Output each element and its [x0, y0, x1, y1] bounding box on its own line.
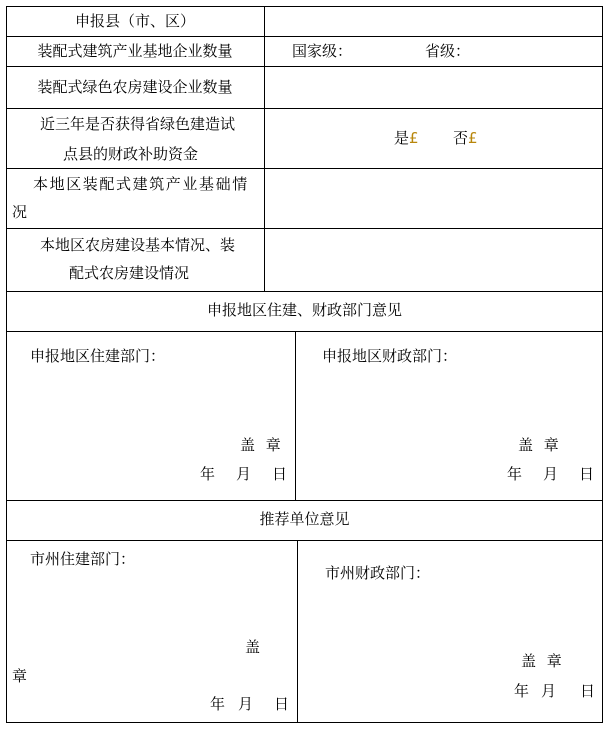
- city-housing-day: 日: [274, 695, 290, 713]
- county-field[interactable]: [268, 9, 598, 33]
- yes-checkbox-icon[interactable]: £: [409, 129, 419, 147]
- city-housing-seal-2: 章: [12, 667, 28, 685]
- applicant-finance-year: 年: [507, 465, 523, 483]
- city-finance-month: 月: [541, 682, 557, 700]
- applicant-housing-month: 月: [236, 465, 252, 483]
- border-left: [6, 6, 7, 723]
- border-bottom: [6, 722, 603, 723]
- subsidy-label-line2: 点县的财政补助资金: [63, 145, 199, 163]
- provincial-level-label: 省级：: [425, 42, 471, 60]
- applicant-opinion-title: 申报地区住建、财政部门意见: [206, 301, 402, 319]
- applicant-housing-year: 年: [200, 465, 216, 483]
- subsidy-label-line1: 近三年是否获得省绿色建造试: [40, 115, 236, 133]
- applicant-finance-seal: 盖 章: [518, 436, 559, 454]
- border-top: [6, 6, 603, 7]
- row-divider: [6, 168, 603, 169]
- row-divider: [6, 331, 603, 332]
- column-divider: [295, 331, 296, 500]
- recommender-opinion-title: 推荐单位意见: [259, 510, 350, 528]
- industry-basis-label-line1: 本地区装配式建筑产业基础情: [33, 175, 249, 193]
- row-divider: [6, 66, 603, 67]
- city-finance-dept-label: 市州财政部门：: [325, 564, 431, 582]
- subsidy-yes-option[interactable]: [394, 128, 419, 148]
- applicant-finance-month: 月: [543, 465, 559, 483]
- rural-housing-label-line2: 配式农房建设情况: [69, 264, 190, 282]
- row-divider: [6, 108, 603, 109]
- applicant-finance-day: 日: [579, 465, 595, 483]
- no-label: 否: [453, 129, 469, 147]
- green-housing-count-field[interactable]: [268, 70, 598, 104]
- city-housing-seal-1: 盖: [245, 638, 261, 656]
- rural-housing-field[interactable]: [268, 232, 598, 287]
- applicant-finance-dept-label: 申报地区财政部门：: [322, 347, 458, 365]
- city-finance-seal: 盖 章: [521, 652, 562, 670]
- city-housing-year: 年: [210, 695, 226, 713]
- industry-basis-label-line2: 况: [12, 203, 28, 221]
- yes-label: 是: [394, 129, 410, 147]
- column-divider: [297, 540, 298, 722]
- row-divider: [6, 228, 603, 229]
- county-label: 申报县（市、区）: [74, 12, 195, 30]
- green-housing-count-label: 装配式绿色农房建设企业数量: [37, 78, 233, 96]
- industry-basis-field[interactable]: [268, 172, 598, 224]
- row-divider: [6, 36, 603, 37]
- city-housing-dept-label: 市州住建部门：: [30, 550, 136, 568]
- city-finance-year: 年: [514, 682, 530, 700]
- column-divider: [264, 6, 265, 291]
- industry-base-count-label: 装配式建筑产业基地企业数量: [37, 42, 233, 60]
- border-right: [602, 6, 603, 723]
- city-finance-day: 日: [580, 682, 596, 700]
- row-divider: [6, 291, 603, 292]
- applicant-housing-dept-label: 申报地区住建部门：: [30, 347, 166, 365]
- rural-housing-label-line1: 本地区农房建设基本情况、装: [40, 236, 236, 254]
- applicant-housing-seal: 盖 章: [240, 436, 281, 454]
- no-checkbox-icon[interactable]: £: [468, 129, 478, 147]
- row-divider: [6, 540, 603, 541]
- city-housing-month: 月: [238, 695, 254, 713]
- row-divider: [6, 500, 603, 501]
- applicant-housing-day: 日: [272, 465, 288, 483]
- subsidy-no-option[interactable]: [453, 128, 478, 148]
- national-level-label: 国家级：: [292, 42, 353, 60]
